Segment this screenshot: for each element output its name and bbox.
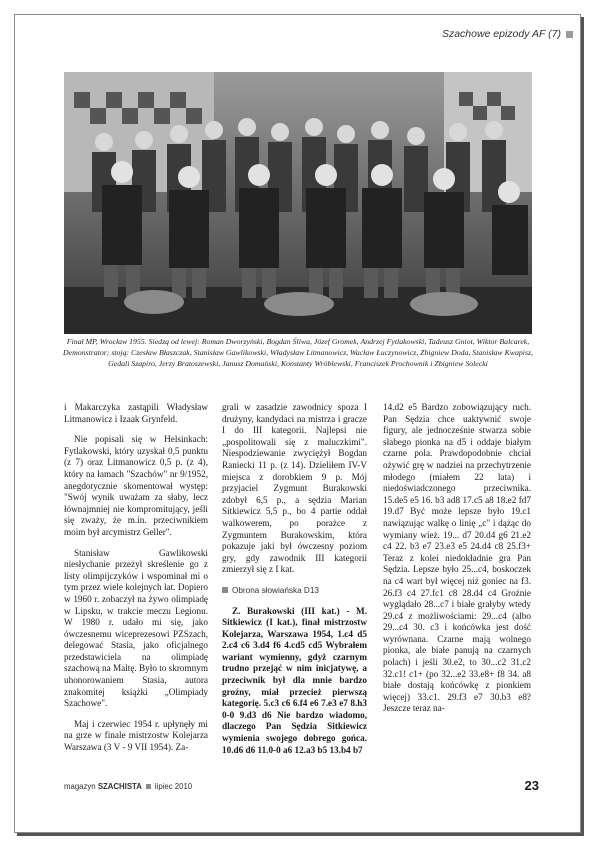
paragraph: Nie popisali się w Helsinkach: Fytlakowski, który uzyskał 0,5 punktu (z 7) oraz Litmanowicz 0,5 p. (z 4), który na łamach "Szachów" nr 9/1952, anegdotycznie skomentował występ: "Swój wynik uważam za słaby, lecz łównajmniej nie kompromitujący, jeśli się zważy, że m.in. przeciwnikiem moim był arcymistrz Geller". — [64, 434, 208, 537]
section-square-marker — [222, 587, 228, 593]
footer-magazine-label: magazyn — [64, 782, 96, 791]
group-photo — [64, 72, 532, 334]
section-title: Obrona słowiańska D13 — [232, 585, 319, 595]
footer-issue: lipiec 2010 — [154, 782, 193, 791]
column-3 — [383, 402, 531, 724]
column-1 — [64, 402, 208, 763]
footer-magazine-name: SZACHISTA — [97, 782, 142, 791]
header-square-marker — [566, 31, 573, 38]
footer-square-marker — [146, 784, 151, 789]
running-header: Szachowe epizody AF (7) — [441, 28, 561, 40]
group-photo-image — [64, 72, 532, 334]
game-notation: Z. Burakowski (III kat.) - M. Sitkiewicz (I kat.), finał mistrzostw Kolejarza, Warszawa 1954, 1.c4 d5 2.c4 c6 3.d4 f6 4.cd5 cd5 Wybrałem wariant wymienny, gdyż czarnym trudno przejąć w nim inicjatywę, a przeciwnik był dla mnie bardzo groźny, miał przecież pierwszą kategorię. 5.c3 c6 6.f4 e6 7.e3 e7 8.h3 0-0 9.d3 d6 Nie bardzo wiadomo, dlaczego Pan Sędzia Sitkiewicz wymienia swojego dobrego gońca. 10.d6 d6 11.0-0 a6 12.a3 b5 13.b4 b7 — [222, 605, 367, 755]
photo-caption: Finał MP, Wrocław 1955. Siedzą od lewej: Roman Dworzyński, Bogdan Śliwa, Józef Gromek, Andrzej Fytlakowski, Tadeusz Gniot, Wiktor Balcarek, Demonstrator; stoją: Czesław Błaszczak, Stanisław Gawlikowski, Władysław Litmanowicz, Wacław Łuczynowicz, Zbigniew Doda, Stanisław Kwapisz, Gedali Szapiro, Jerzy Bratoszewski, Janusz Domański, Konstanty Wróblewski, Franciszek Prochownik i Zbigniew Solecki — [63, 337, 533, 368]
footer-magazine — [64, 782, 192, 791]
page-number: 23 — [524, 778, 539, 793]
column-2 — [222, 402, 367, 765]
section-heading — [222, 585, 367, 597]
game-commentary: 14.d2 e5 Bardzo zobowiązujący ruch. Pan Sędzia chce uaktywnić swoje figury, ale jednocześnie stwarza sobie słabego pionka na d5 i oddaje białym czarne pola. Prawdopodobnie chciał ożywić grę w nadziei na przechytrzenie młodego (miałem 22 lata) i niedoświadczonego przeciwnika. 15.de5 e5 16. b3 ad8 17.c5 a8 18.e2 fd7 19.d7 Być może lepsze było 19.c1 nawiązując walkę o linię „c" i dążąc do wymiany wież. 19... d7 20.d4 g6 21.e2 c4 22. b3 e7 23.e3 e5 24.d4 c8 25.f3+ Teraz z kolei niedokładnie gra Pan Sędzia. Lepsze było 25...c4, boskoczek na c4 wart był więcej niż goniec na f3. 26.f3 c4 27.fc1 c8 28.d4 c4 Groźnie wyglądało 28...c7 i białe grałyby wtedy 29.c4 z możliwościami: 29...c4 (albo 29...c4 30. c3 i końcówka jest dość wyrównana. Czarne mają wolnego pionka, ale białe panują na czarnych polach) i jeśli 30.e2, to 30...c2 31.c2 32.c1! c1+ (po 32...e2 33.e8+ f8 34. a8 białe dostają końcówkę z pionkiem więcej) 33.c1. 29.f3 e7 30.b3 e8? Jeszcze teraz na- — [383, 402, 531, 714]
paragraph: grali w zasadzie zawodnicy spoza I drużyny, kandydaci na mistrza i gracze I do III kategorii. Najlepsi nie „pospolitowali się z maluczkimi". Niespodziewanie zwyciężył Bogdan Raniecki 11 p. (z 14). Dzieliłem IV-V miejsca z dorobkiem 9 p. Mój przyjaciel Zygmunt Burakowski zdobył 6,5 p., a sędzia Marian Sitkiewicz 5,5 p., bo 4 partie oddał walkowerem, po porażce z Zygmuntem Burakowskim, która pokazuje jaki był ówczesny poziom gry, gdy zawodnik III kategorii zmierzył się z I kat. — [222, 402, 367, 575]
paragraph: Stanisław Gawlikowski niesłychanie przeżył skreślenie go z listy olimpijczyków i wspominał mi o tym przez wiele kolejnych lat. Dopiero w 1960 r. zobaczył na żywo olimpiadę w Lipsku, w trakcie meczu Legionu. W 1980 r. udało mi się, jako ówczesnemu wiceprezesowi PZSzach, delegować Stasia, jako oficjalnego przedstawiciela na olimpiadę szachową na Maltę. Było to skromnym uhonorowaniem Stasia, autora znakomitej książki „Olimpiady Szachowe". — [64, 547, 208, 709]
paragraph: Maj i czerwiec 1954 r. upłynęły mi na grze w finale mistrzostw Kolejarza Warszawa (3 V - 9 VII 1954). Za- — [64, 718, 208, 753]
paragraph: i Makarczyka zastąpili Władysław Litmanowicz i Izaak Grynfeld. — [64, 402, 208, 424]
